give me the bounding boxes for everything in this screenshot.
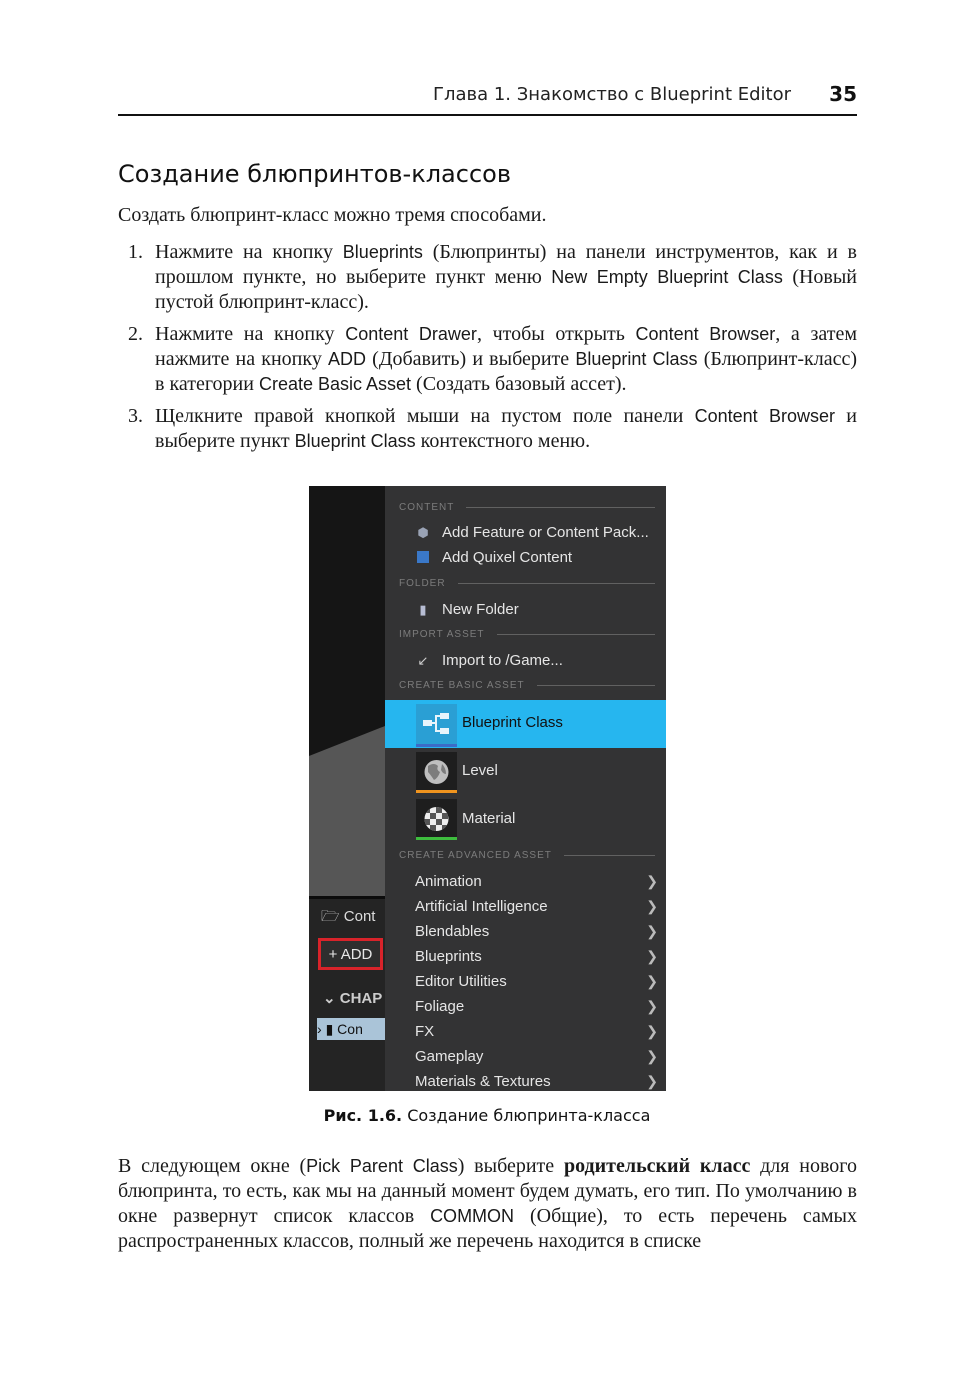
submenu-animation[interactable]: Animation <box>415 873 482 890</box>
menu-item-import[interactable]: ↙ Import to /Game... <box>385 652 666 676</box>
ui-term: Content Drawer <box>345 324 477 344</box>
figure-screenshot <box>309 486 666 1091</box>
level-globe-icon <box>416 752 457 792</box>
submenu-gameplay[interactable]: Gameplay <box>415 1048 484 1065</box>
content-drawer-tab[interactable] <box>321 906 375 931</box>
asset-type-bar <box>416 837 457 840</box>
quixel-icon <box>417 551 429 563</box>
submenu-ai[interactable]: Artificial Intelligence <box>415 898 548 915</box>
chevron-right-icon: › <box>317 1021 322 1037</box>
page-number: 35 <box>829 82 857 106</box>
chevron-down-icon: ⌄ <box>323 990 336 1007</box>
context-menu <box>385 486 666 1091</box>
section-header: CONTENT <box>399 502 655 513</box>
blueprint-class-icon <box>416 704 457 744</box>
item-number: 2. <box>128 323 143 345</box>
text-run: и выберите пункт <box>155 405 858 452</box>
list-item <box>118 322 857 397</box>
item-number: 3. <box>128 405 143 427</box>
item-number: 1. <box>128 241 143 263</box>
content-pack-icon: ⬢ <box>417 525 429 540</box>
section-heading: Создание блюпринтов-классов <box>118 160 511 188</box>
caption-text: Создание блюпринта-класса <box>402 1106 651 1125</box>
submenu-foliage[interactable]: Foliage <box>415 998 465 1015</box>
text-run: (Блюпринты) на панели инструментов, как и в прошлом пункте, но выберите пункт меню <box>155 241 857 288</box>
text-run: В следующем окне ( <box>118 1155 307 1177</box>
chevron-right-icon: ❯ <box>646 998 658 1014</box>
chevron-right-icon: ❯ <box>646 1048 658 1064</box>
folder-icon: ▮ <box>325 1021 334 1037</box>
folder-search-icon: 🗁 <box>321 908 340 925</box>
submenu-blendables[interactable]: Blendables <box>415 923 490 940</box>
text-run: Нажмите на кнопку <box>155 323 346 345</box>
section-header: CREATE BASIC ASSET <box>399 680 655 691</box>
chevron-right-icon: ❯ <box>646 873 658 889</box>
viewport-geometry <box>309 486 385 896</box>
asset-type-bar <box>416 744 457 747</box>
ui-term: Blueprint Class <box>575 349 698 369</box>
figure-caption <box>0 1106 974 1125</box>
running-header <box>118 80 857 116</box>
submenu-editor-utilities[interactable]: Editor Utilities <box>415 973 507 990</box>
menu-item-material[interactable]: Material <box>385 798 666 844</box>
ui-term: Pick Parent Class <box>306 1156 458 1176</box>
text-run: Нажмите на кнопку <box>155 241 343 263</box>
content-folder-row[interactable] <box>317 1018 385 1040</box>
ui-term: Blueprints <box>342 242 423 262</box>
chevron-right-icon: ❯ <box>646 898 658 914</box>
text-run: (Новый пустой блюпринт-класс). <box>155 266 858 313</box>
ui-term: Content Browser <box>694 406 835 426</box>
chevron-right-icon: ❯ <box>646 1023 658 1039</box>
steps-list <box>118 240 857 461</box>
content-folder-label: Con <box>337 1021 363 1037</box>
menu-item-blueprint-class[interactable]: Blueprint Class <box>385 700 666 748</box>
menu-item-add-feature-pack[interactable]: ⬢ Add Feature or Content Pack... <box>385 524 666 548</box>
content-drawer-label: Cont <box>343 908 376 925</box>
menu-item-new-folder[interactable]: ▮ New Folder <box>385 601 666 625</box>
text-run: (Блюпринт-класс) в категории <box>155 348 858 395</box>
ui-term: COMMON <box>430 1206 515 1226</box>
chapter-title: Глава 1. Знакомство с Blueprint Editor <box>432 84 791 105</box>
import-icon: ↙ <box>417 653 429 668</box>
text-run: , чтобы открыть <box>476 323 636 345</box>
bold-term: родительский класс <box>563 1155 751 1177</box>
closing-paragraph <box>118 1154 857 1254</box>
asset-type-bar <box>416 790 457 793</box>
chevron-right-icon: ❯ <box>646 973 658 989</box>
text-run: (Общие), то есть перечень самых распространенных классов, полный же перечень находится в списке <box>118 1205 857 1252</box>
chevron-right-icon: ❯ <box>646 923 658 939</box>
ui-term: Blueprint Class <box>294 431 416 451</box>
text-run: (Создать базовый ассет). <box>411 373 627 395</box>
submenu-blueprints[interactable]: Blueprints <box>415 948 482 965</box>
ui-term: ADD <box>327 349 366 369</box>
list-item <box>118 240 857 315</box>
text-run: (Добавить) и выберите <box>366 348 576 370</box>
submenu-fx[interactable]: FX <box>415 1023 435 1040</box>
ui-term: Content Browser <box>635 324 776 344</box>
caption-label: Рис. 1.6. <box>323 1106 403 1125</box>
ui-term: New Empty Blueprint Class <box>551 267 783 287</box>
menu-item-level[interactable]: Level <box>385 750 666 796</box>
chevron-right-icon: ❯ <box>646 1073 658 1089</box>
chapter-folder-label: CHAP <box>339 990 383 1007</box>
section-header: CREATE ADVANCED ASSET <box>399 850 655 861</box>
chapter-folder-row[interactable] <box>323 989 382 1007</box>
submenu-materials-textures[interactable]: Materials & Textures <box>415 1073 551 1090</box>
menu-item-add-quixel[interactable]: Add Quixel Content <box>385 549 666 573</box>
material-sphere-icon <box>416 799 457 839</box>
add-button[interactable]: + ADD <box>318 938 383 970</box>
text-run: Щелкните правой кнопкой мыши на пустом поле панели <box>155 405 695 427</box>
content-drawer-panel <box>309 486 385 1091</box>
section-header: FOLDER <box>399 578 655 589</box>
text-run: , а затем нажмите на кнопку <box>155 323 857 370</box>
text-run: ) выберите <box>457 1155 564 1177</box>
intro-paragraph: Создать блюпринт-класс можно тремя способами. <box>118 204 547 226</box>
list-item <box>118 404 857 454</box>
ui-term: Create Basic Asset <box>258 374 412 394</box>
section-header: IMPORT ASSET <box>399 629 655 640</box>
chevron-right-icon: ❯ <box>646 948 658 964</box>
text-run: контекстного меню. <box>415 430 591 452</box>
text-run: для нового блюпринта, то есть, как мы на данный момент будем думать, его тип. По умолчанию в окне развернут список классов <box>118 1155 857 1227</box>
new-folder-icon: ▮ <box>419 602 427 617</box>
